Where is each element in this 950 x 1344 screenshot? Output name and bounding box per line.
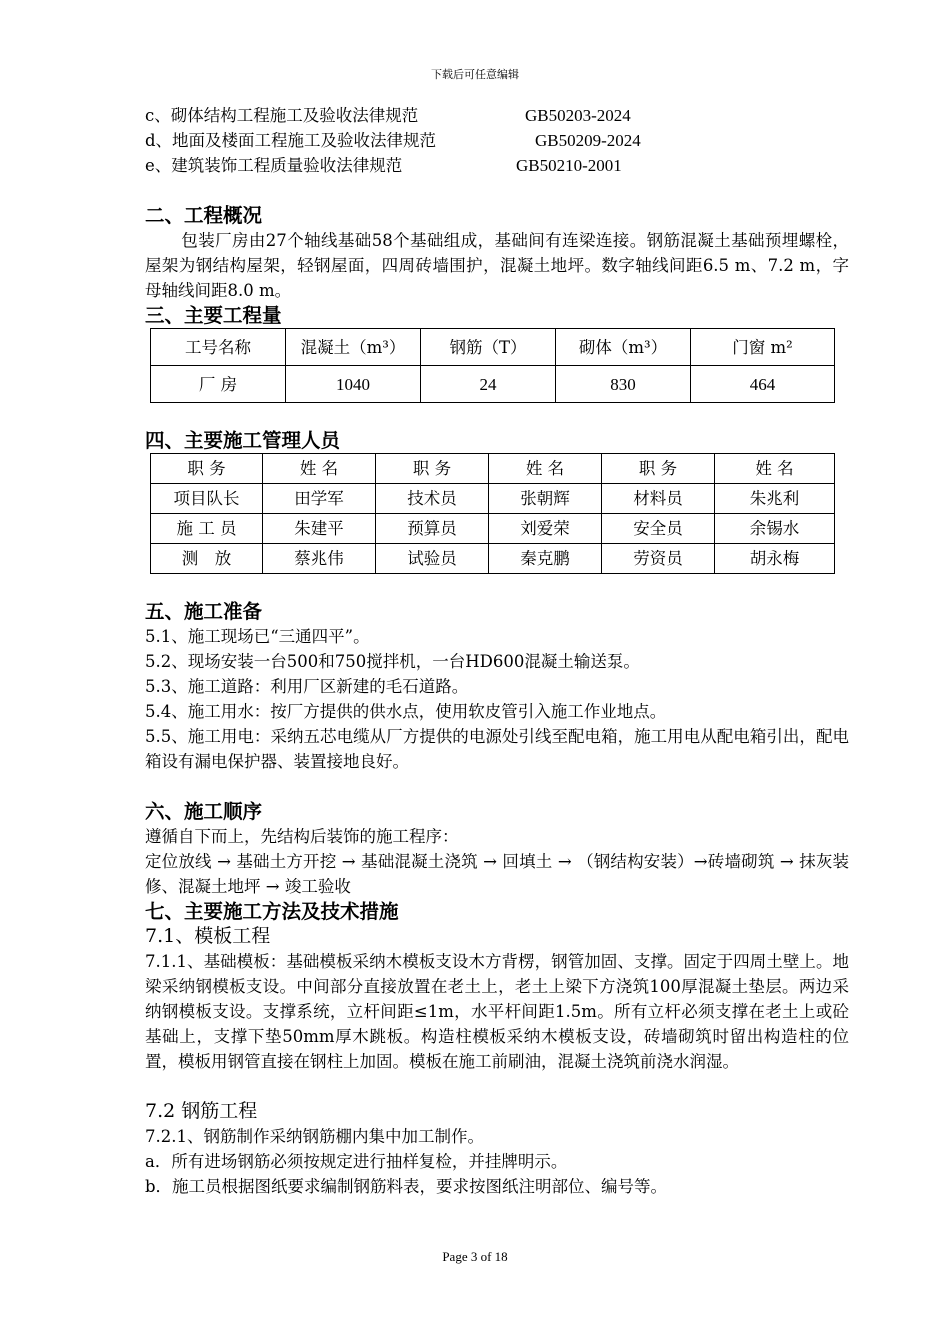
- table-header-cell: 姓 名: [489, 454, 602, 484]
- table-cell: 施 工 员: [151, 514, 263, 544]
- table-header-cell: 姓 名: [715, 454, 835, 484]
- table-header-row: [151, 454, 835, 484]
- table-cell: 余锡水: [715, 514, 835, 544]
- table-cell: 测 放: [151, 544, 263, 574]
- table-cell: 张朝辉: [489, 484, 602, 514]
- list-item: b．施工员根据图纸要求编制钢筋料表，要求按图纸注明部位、编号等。: [145, 1177, 668, 1196]
- table-header-cell: 钢筋（T）: [421, 329, 556, 366]
- table-cell: 厂 房: [151, 366, 286, 403]
- table-header-cell: 门窗 m²: [691, 329, 835, 366]
- standard-title: d、地面及楼面工程施工及验收法律规范: [145, 131, 437, 150]
- quantity-table: [150, 328, 835, 403]
- section-heading: 七、主要施工方法及技术措施: [145, 900, 399, 923]
- table-row: [151, 366, 835, 403]
- standard-item: [145, 128, 849, 153]
- list-item: 5.1、施工现场已“三通四平”。: [145, 627, 370, 646]
- list-item: 5.3、施工道路：利用厂区新建的毛石道路。: [145, 677, 469, 696]
- standard-title: c、砌体结构工程施工及验收法律规范: [145, 106, 419, 125]
- page-content: [145, 103, 849, 1199]
- standard-item: [145, 103, 849, 128]
- table-header-cell: 工号名称: [151, 329, 286, 366]
- section-heading: 五、施工准备: [145, 600, 263, 623]
- list-item: 5.4、施工用水：按厂方提供的供水点，使用软皮管引入施工作业地点。: [145, 702, 667, 721]
- standard-title: e、建筑装饰工程质量验收法律规范: [145, 156, 403, 175]
- table-row: [151, 514, 835, 544]
- section-heading: 三、主要工程量: [145, 304, 282, 327]
- table-cell: 安全员: [602, 514, 715, 544]
- table-cell: 464: [691, 366, 835, 403]
- page-footer: Page 3 of 18: [442, 1249, 508, 1264]
- table-cell: 24: [421, 366, 556, 403]
- list-item: a．所有进场钢筋必须按规定进行抽样复检，并挂牌明示。: [145, 1152, 568, 1171]
- section-heading: 四、主要施工管理人员: [145, 429, 341, 452]
- sequence-steps: 定位放线 → 基础土方开挖 → 基础混凝土浇筑 → 回填土 → （钢结构安装）→砖墙砌筑 → 抹灰装修、混凝土地坪 → 竣工验收: [145, 852, 849, 896]
- table-cell: 蔡兆伟: [263, 544, 376, 574]
- list-item: 5.5、施工用电：采纳五芯电缆从厂方提供的电源处引线至配电箱，施工用电从配电箱引出，配电箱设有漏电保护器、装置接地良好。: [145, 727, 849, 771]
- table-header-cell: 砌体（m³）: [556, 329, 691, 366]
- standard-item: [145, 153, 849, 178]
- table-header-cell: 职 务: [151, 454, 263, 484]
- table-cell: 秦克鹏: [489, 544, 602, 574]
- list-item: 5.2、现场安装一台500和750搅拌机，一台HD600混凝土输送泵。: [145, 652, 640, 671]
- sequence-intro: 遵循自下而上，先结构后装饰的施工程序：: [145, 827, 459, 846]
- table-cell: 830: [556, 366, 691, 403]
- overview-paragraph: 包装厂房由27个轴线基础58个基础组成，基础间有连梁连接。钢筋混凝土基础预埋螺栓，屋架为钢结构屋架，轻钢屋面，四周砖墙围护，混凝土地坪。数字轴线间距6.5 m、7.2 m，字母轴线间距8.0 m。: [145, 231, 849, 300]
- table-cell: 胡永梅: [715, 544, 835, 574]
- table-cell: 技术员: [376, 484, 489, 514]
- section-heading: 六、施工顺序: [145, 800, 263, 823]
- standard-code: GB50210-2001: [516, 156, 622, 175]
- table-header-row: [151, 329, 835, 366]
- table-header-cell: 混凝土（m³）: [286, 329, 421, 366]
- subsection-heading: 7.2 钢筋工程: [145, 1100, 258, 1122]
- table-cell: 试验员: [376, 544, 489, 574]
- table-cell: 田学军: [263, 484, 376, 514]
- table-header-cell: 姓 名: [263, 454, 376, 484]
- table-cell: 朱建平: [263, 514, 376, 544]
- table-row: [151, 484, 835, 514]
- section-heading: 二、工程概况: [145, 204, 263, 227]
- table-cell: 材料员: [602, 484, 715, 514]
- method-paragraph: 7.2.1、钢筋制作采纳钢筋棚内集中加工制作。: [145, 1127, 484, 1146]
- standard-code: GB50203-2024: [525, 106, 631, 125]
- standard-code: GB50209-2024: [535, 131, 641, 150]
- table-cell: 朱兆利: [715, 484, 835, 514]
- table-header-cell: 职 务: [376, 454, 489, 484]
- table-header-cell: 职 务: [602, 454, 715, 484]
- method-paragraph: 7.1.1、基础模板：基础模板采纳木模板支设木方背楞，钢管加固、支撑。固定于四周土壁上。地梁采纳钢模板支设。中间部分直接放置在老土上，老土上梁下方浇筑100厚混凝土垫层。两边采纳钢模板支设。支撑系统，立杆间距≤1m，水平杆间距1.5m。所有立杆必须支撑在老土上或砼基础上，支撑下垫50mm厚木跳板。构造柱模板采纳木模板支设，砖墙砌筑时留出构造柱的位置，模板用钢管直接在钢柱上加固。模板在施工前刷油，混凝土浇筑前浇水润湿。: [145, 952, 849, 1071]
- table-cell: 预算员: [376, 514, 489, 544]
- subsection-heading: 7.1、模板工程: [145, 925, 271, 947]
- table-cell: 刘爱荣: [489, 514, 602, 544]
- table-cell: 劳资员: [602, 544, 715, 574]
- table-cell: 1040: [286, 366, 421, 403]
- standards-list: [145, 103, 849, 178]
- page-header: 下载后可任意编辑: [431, 68, 519, 81]
- table-row: [151, 544, 835, 574]
- staff-table: [150, 453, 835, 574]
- table-cell: 项目队长: [151, 484, 263, 514]
